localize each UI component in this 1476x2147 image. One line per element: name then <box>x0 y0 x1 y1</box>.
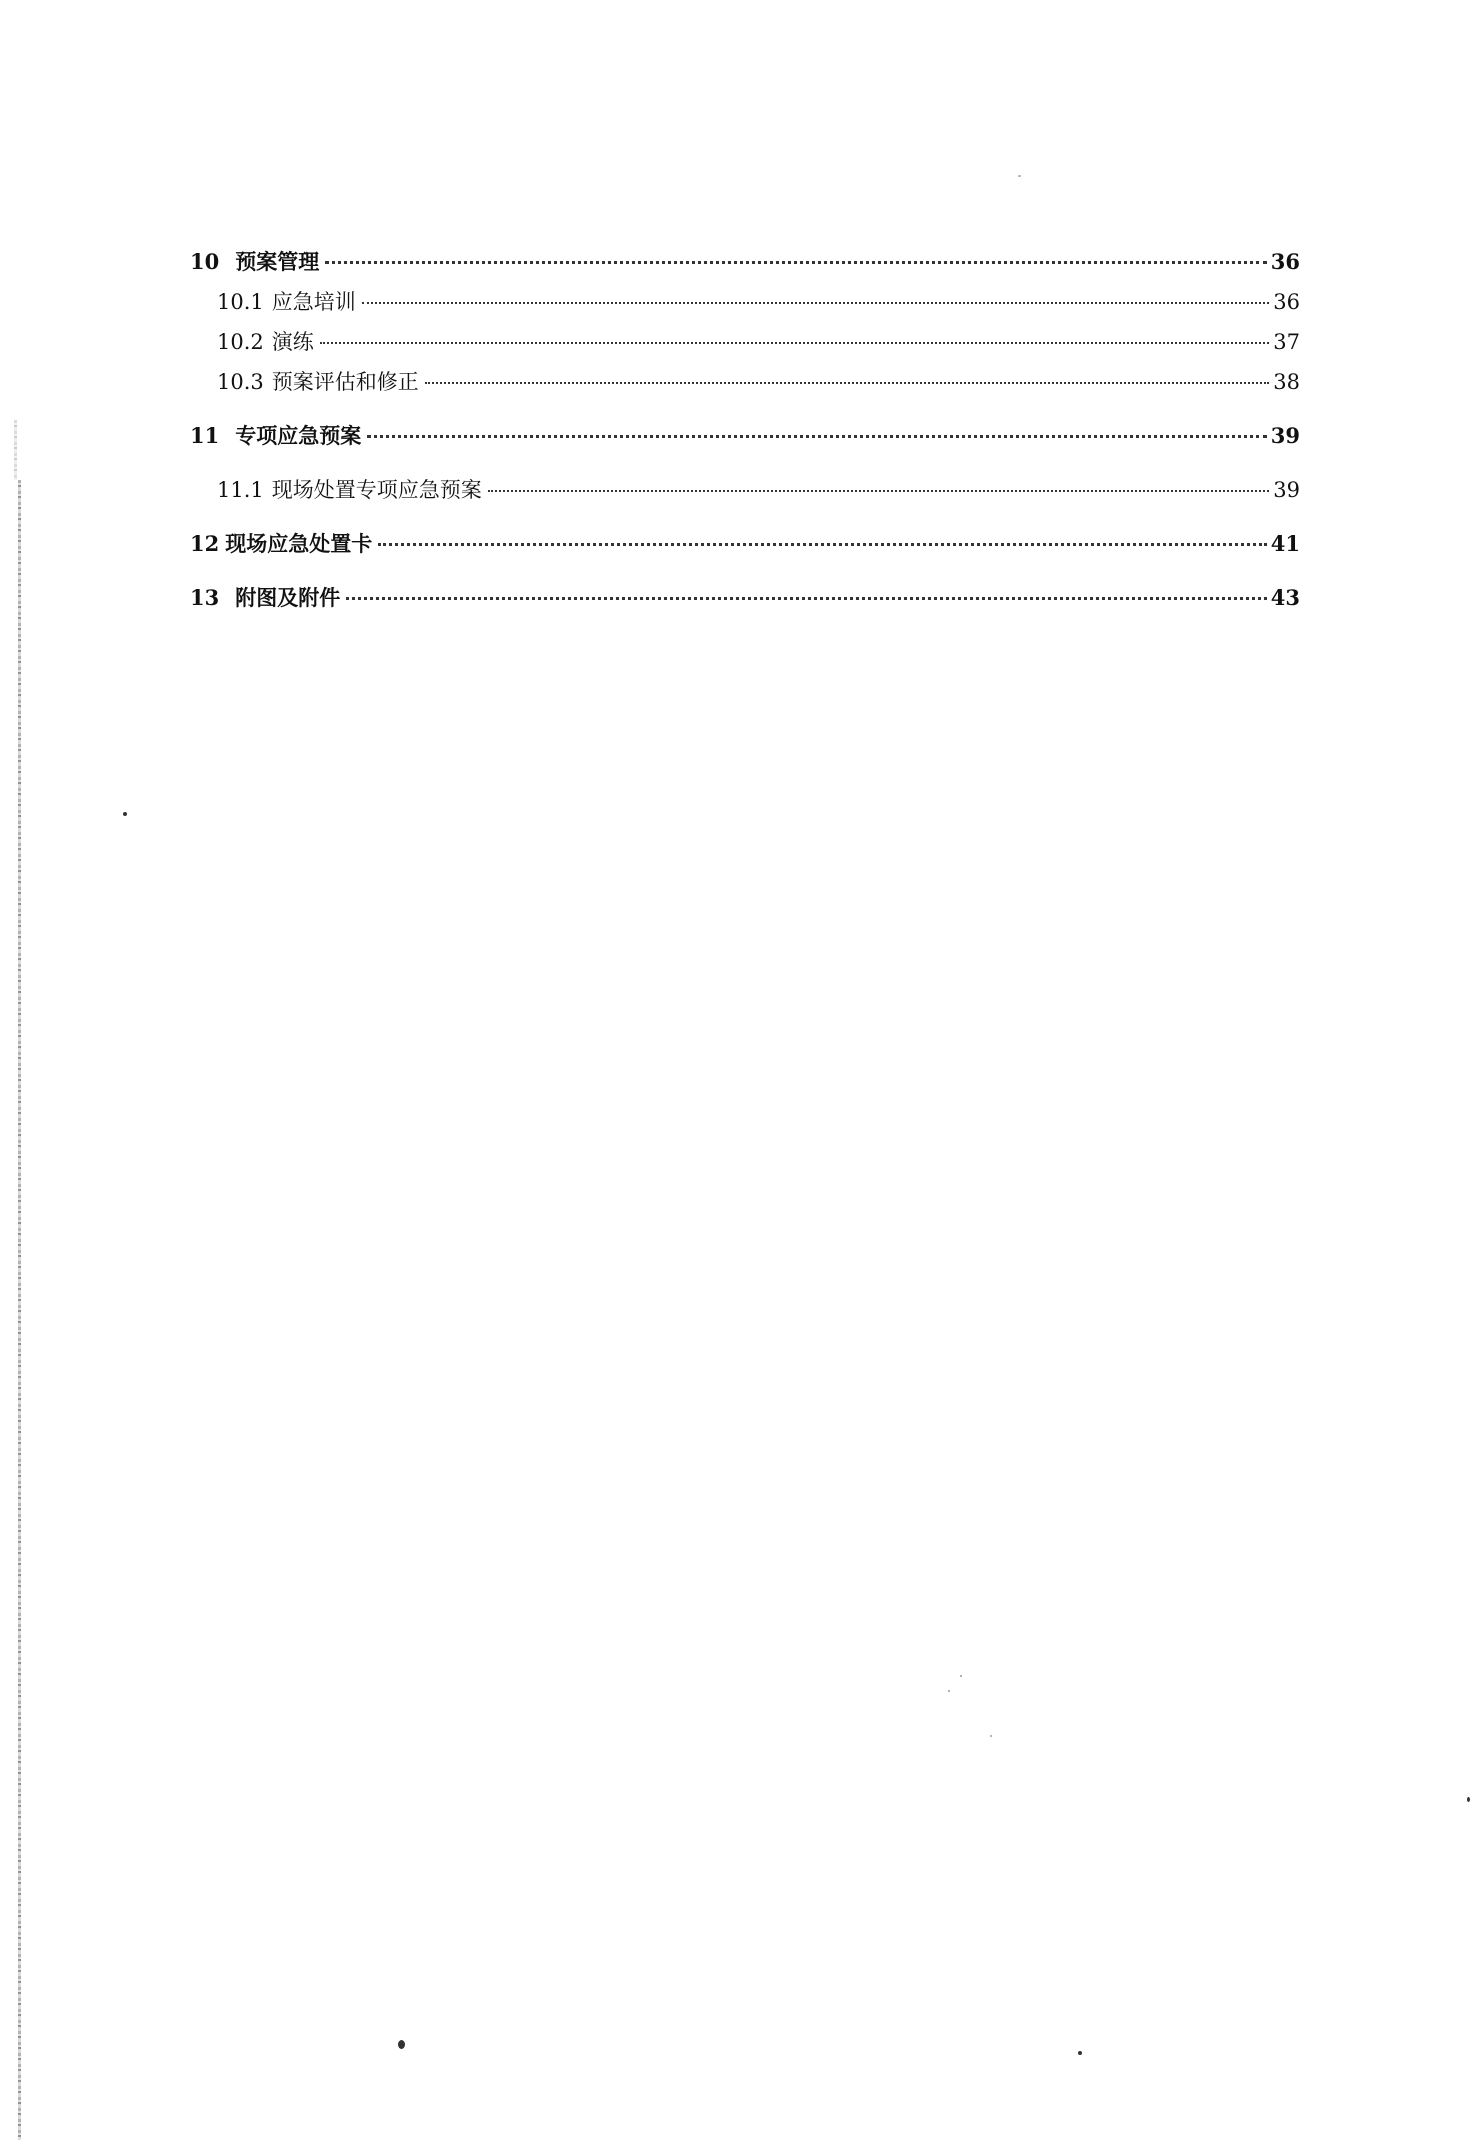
toc-entry-page: 39 <box>1270 423 1300 448</box>
toc-leader-dots <box>320 342 1270 344</box>
toc-entry-title: 预案管理 <box>235 249 320 274</box>
toc-entry-number: 12 <box>190 531 220 556</box>
toc-entry-10-2[interactable] <box>190 326 1300 354</box>
scan-speck <box>1018 175 1021 177</box>
toc-entry-title: 演练 <box>271 330 314 354</box>
toc-entry-title: 附图及附件 <box>235 585 341 610</box>
spacer <box>190 448 1300 474</box>
scan-speck <box>990 1735 992 1737</box>
spacer <box>190 394 1300 420</box>
toc-entry-11-1[interactable] <box>190 474 1300 502</box>
scan-speck <box>1078 2051 1082 2055</box>
toc-entry-page: 39 <box>1273 478 1300 502</box>
toc-entry-number: 11 <box>190 423 220 448</box>
toc-entry-page: 36 <box>1273 290 1300 314</box>
toc-entry-number: 10 <box>190 249 220 274</box>
scan-speck <box>1467 1797 1470 1802</box>
toc-entry-title: 现场处置专项应急预案 <box>271 478 482 502</box>
toc-entry-number: 10.1 <box>217 290 264 314</box>
spacer <box>190 556 1300 582</box>
toc-entry-13[interactable] <box>190 582 1300 610</box>
toc-entry-title: 现场应急处置卡 <box>225 531 373 556</box>
toc-entry-number: 13 <box>190 585 220 610</box>
toc-entry-title: 应急培训 <box>271 290 356 314</box>
toc-leader-dots <box>362 302 1270 304</box>
scan-speck <box>960 1675 962 1677</box>
scan-speck <box>398 2040 405 2049</box>
toc-entry-page: 41 <box>1270 531 1300 556</box>
scan-binding-edge <box>18 480 21 2140</box>
toc-leader-dots <box>488 490 1270 492</box>
toc-entry-12[interactable] <box>190 528 1300 556</box>
toc-leader-dots <box>378 543 1267 546</box>
toc-entry-10-1[interactable] <box>190 286 1300 314</box>
spacer <box>190 502 1300 528</box>
toc-leader-dots <box>325 261 1267 264</box>
toc-entry-page: 36 <box>1270 249 1300 274</box>
scan-binding-edge-top <box>14 420 17 480</box>
toc-entry-page: 43 <box>1270 585 1300 610</box>
table-of-contents <box>190 246 1300 610</box>
toc-entry-page: 38 <box>1273 370 1300 394</box>
toc-entry-11[interactable] <box>190 420 1300 448</box>
toc-entry-number: 10.3 <box>217 370 264 394</box>
toc-entry-10[interactable] <box>190 246 1300 274</box>
scan-speck <box>123 812 127 816</box>
toc-entry-title: 预案评估和修正 <box>271 370 419 394</box>
toc-entry-page: 37 <box>1273 330 1300 354</box>
toc-entry-number: 11.1 <box>217 478 264 502</box>
toc-leader-dots <box>346 597 1267 600</box>
spacer <box>190 274 1300 286</box>
scan-speck <box>948 1690 950 1692</box>
toc-entry-10-3[interactable] <box>190 366 1300 394</box>
toc-entry-title: 专项应急预案 <box>235 423 362 448</box>
toc-entry-number: 10.2 <box>217 330 264 354</box>
toc-leader-dots <box>367 435 1267 438</box>
toc-leader-dots <box>425 382 1270 384</box>
